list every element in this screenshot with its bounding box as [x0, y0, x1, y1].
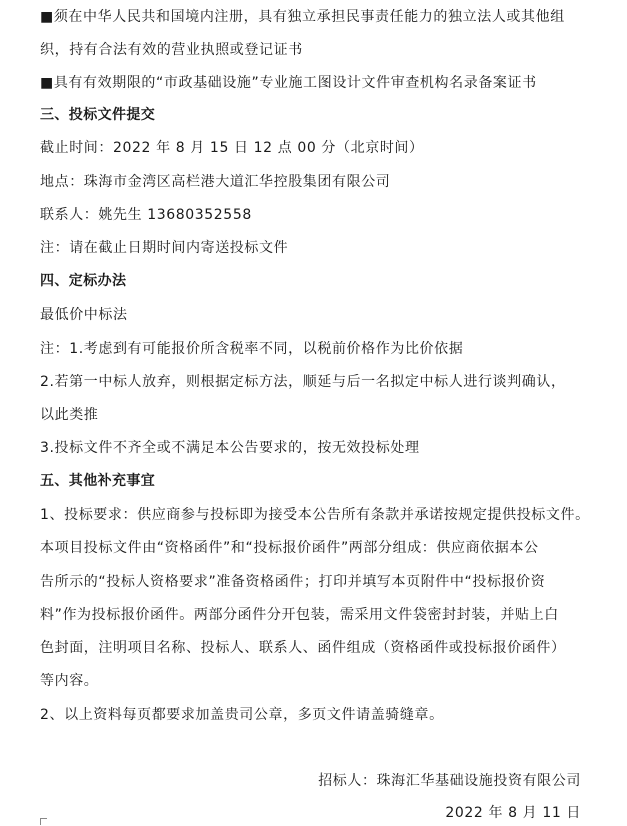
tenderer-signature: 招标人：珠海汇华基础设施投资有限公司 — [318, 773, 581, 789]
signature-date: 2022 年 8 月 11 日 — [445, 805, 581, 821]
award-method: 最低价中标法 — [40, 307, 128, 323]
award-note-2-line-2: 以此类推 — [40, 407, 99, 423]
award-note-1: 注：1.考虑到有可能报价所含税率不同，以税前价格作为比价依据 — [40, 341, 464, 357]
bid-requirement-line-4: 料”作为投标报价函件。两部分函件分开包装，需采用文件袋密封封装，并贴上白 — [40, 607, 559, 623]
page-corner-mark — [40, 818, 47, 825]
qualification-line-2: 织，持有合法有效的营业执照或登记证书 — [40, 42, 303, 58]
section-4-heading: 四、定标办法 — [40, 273, 127, 289]
section-3-heading: 三、投标文件提交 — [40, 107, 156, 123]
bid-requirement-line-2: 本项目投标文件由“资格函件”和“投标报价函件”两部分组成：供应商依据本公 — [40, 540, 539, 556]
bid-requirement-line-5: 色封面，注明项目名称、投标人、联系人、函件组成（资格函件或投标报价函件） — [40, 640, 566, 656]
location-text: 地点：珠海市金湾区高栏港大道汇华控股集团有限公司 — [40, 174, 391, 190]
qualification-line-1: ■须在中华人民共和国境内注册，具有独立承担民事责任能力的独立法人或其他组 — [40, 9, 565, 25]
bid-requirement-line-3: 告所示的“投标人资格要求”准备资格函件；打印并填写本页附件中“投标报价资 — [40, 574, 546, 590]
submission-note: 注：请在截止日期时间内寄送投标文件 — [40, 240, 289, 256]
bid-requirement-line-1: 1、投标要求：供应商参与投标即为接受本公告所有条款并承诺按规定提供投标文件。 — [40, 507, 590, 523]
section-5-heading: 五、其他补充事宜 — [40, 473, 156, 489]
award-note-2-line-1: 2.若第一中标人放弃，则根据定标方法，顺延与后一名拟定中标人进行谈判确认， — [40, 374, 566, 390]
bid-requirement-line-6: 等内容。 — [40, 673, 99, 689]
qualification-line-3: ■具有有效期限的“市政基础设施”专业施工图设计文件审查机构名录备案证书 — [40, 75, 537, 91]
seal-requirement: 2、以上资料每页都要求加盖贵司公章，多页文件请盖骑缝章。 — [40, 707, 444, 723]
deadline-text: 截止时间：2022 年 8 月 15 日 12 点 00 分（北京时间） — [40, 140, 424, 156]
award-note-3: 3.投标文件不齐全或不满足本公告要求的，按无效投标处理 — [40, 440, 420, 456]
contact-text: 联系人：姚先生 13680352558 — [40, 207, 252, 223]
